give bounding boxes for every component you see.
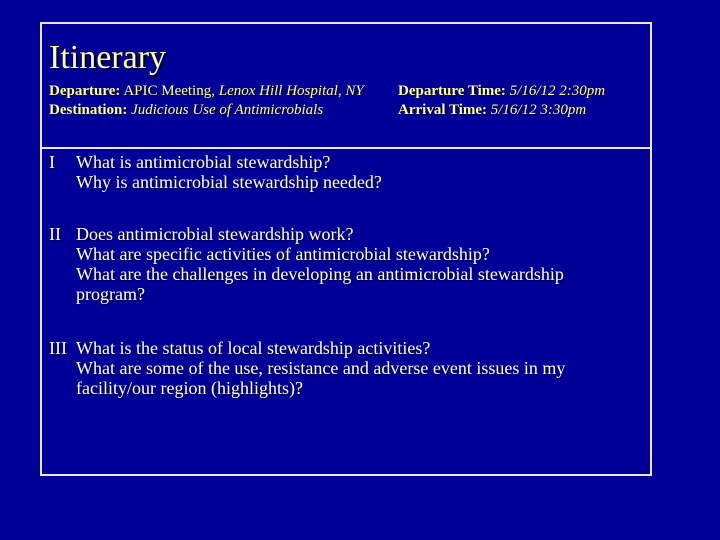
agenda-line: What are the challenges in developing an antimicrobial stewardship (76, 264, 564, 284)
agenda-line: What are specific activities of antimicrobial stewardship? (76, 244, 490, 264)
departure-row (49, 82, 364, 101)
arrival-time-value: 5/16/12 3:30pm (490, 102, 587, 118)
section-numeral: I (49, 152, 55, 172)
agenda-line: program? (76, 284, 145, 304)
arrival-time-row (398, 101, 605, 120)
agenda-section-1 (49, 152, 629, 192)
trip-info-left (49, 82, 364, 120)
departure-time-label: Departure Time: (398, 83, 506, 99)
slide-title: Itinerary (49, 39, 167, 76)
header-divider (40, 147, 652, 149)
agenda-section-2 (49, 224, 629, 304)
section-numeral: III (49, 338, 67, 358)
destination-row (49, 101, 364, 120)
agenda-line: What is the status of local stewardship activities? (76, 338, 431, 358)
arrival-time-label: Arrival Time: (398, 102, 488, 118)
departure-location: Lenox Hill Hospital, NY (218, 83, 364, 99)
agenda-line: Does antimicrobial stewardship work? (76, 224, 354, 244)
trip-info-right (398, 82, 605, 120)
agenda-section-3 (49, 338, 629, 398)
agenda-line: facility/our region (highlights)? (76, 378, 303, 398)
section-numeral: II (49, 224, 61, 244)
agenda-line: Why is antimicrobial stewardship needed? (76, 172, 382, 192)
agenda-line: What is antimicrobial stewardship? (76, 152, 331, 172)
destination-value: Judicious Use of Antimicrobials (131, 102, 324, 118)
departure-time-value: 5/16/12 2:30pm (509, 83, 606, 99)
agenda-line: What are some of the use, resistance and adverse event issues in my (76, 358, 566, 378)
departure-time-row (398, 82, 605, 101)
departure-value: APIC Meeting, (123, 83, 215, 99)
departure-label: Departure: (49, 83, 121, 99)
destination-label: Destination: (49, 102, 128, 118)
